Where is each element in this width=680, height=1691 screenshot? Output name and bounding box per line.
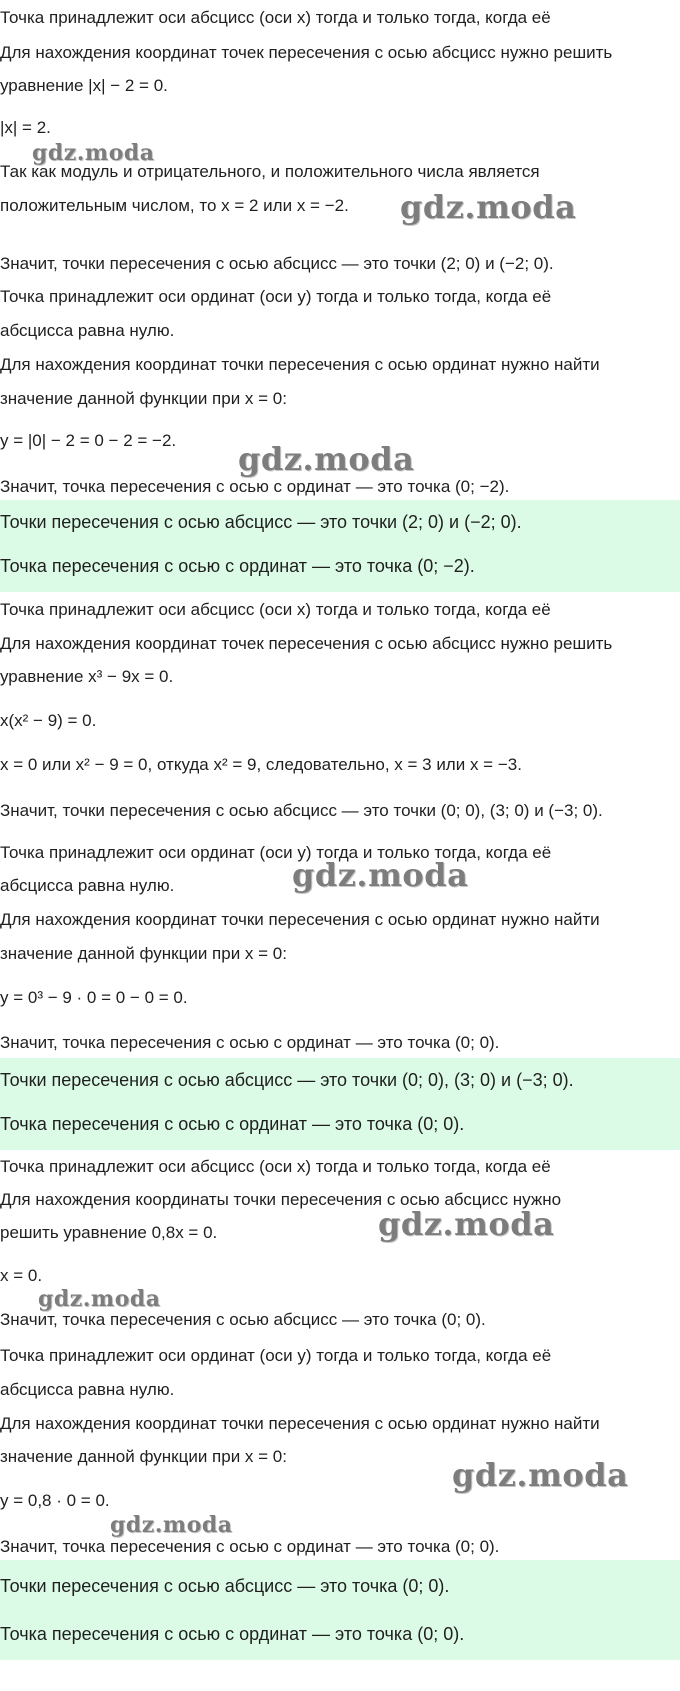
- text-line: Точка принадлежит оси ординат (оси y) тогда и только тогда, когда её: [0, 843, 552, 862]
- text-line: Точка принадлежит оси ординат (оси y) тогда и только тогда, когда её: [0, 287, 552, 306]
- text-line: абсцисса равна нулю.: [0, 1380, 175, 1399]
- conclusion-line: Значит, точка пересечения с осью с ординат — это точка (0; 0).: [0, 1033, 500, 1052]
- math-line: уравнение |x| − 2 = 0.: [0, 76, 168, 95]
- watermark-logo: gdz.moda: [452, 1456, 629, 1494]
- watermark-logo: gdz.moda: [292, 856, 469, 894]
- math-line: x = 0 или x² − 9 = 0, откуда x² = 9, следовательно, x = 3 или x = −3.: [0, 755, 522, 774]
- answer-line: Точки пересечения с осью абсцисс — это точка (0; 0).: [0, 1576, 450, 1596]
- watermark-logo: gdz.moda: [110, 1512, 233, 1538]
- math-line: значение данной функции при x = 0:: [0, 1447, 287, 1466]
- watermark-logo: gdz.moda: [238, 440, 415, 478]
- answer-block: [0, 500, 680, 592]
- math-line: уравнение x³ − 9x = 0.: [0, 667, 174, 686]
- math-line: x(x² − 9) = 0.: [0, 711, 97, 730]
- text-line: Для нахождения координат точек пересечения с осью абсцисс нужно решить: [0, 634, 613, 653]
- text-line: Точка принадлежит оси ординат (оси y) тогда и только тогда, когда её: [0, 1346, 552, 1365]
- answer-line: Точка пересечения с осью с ординат — это точка (0; 0).: [0, 1624, 465, 1644]
- math-line: значение данной функции при x = 0:: [0, 389, 287, 408]
- text-line: Для нахождения координаты точки пересечения с осью абсцисс нужно: [0, 1190, 562, 1209]
- text-line: Точка принадлежит оси абсцисс (оси x) тогда и только тогда, когда её: [0, 1157, 551, 1176]
- conclusion-line: Значит, точка пересечения с осью с ординат — это точка (0; −2).: [0, 477, 510, 496]
- answer-block: [0, 1058, 680, 1150]
- math-line: y = |0| − 2 = 0 − 2 = −2.: [0, 431, 177, 450]
- watermark-logo: gdz.moda: [38, 1286, 161, 1312]
- watermark-logo: gdz.moda: [378, 1205, 555, 1243]
- answer-block: [0, 1560, 680, 1660]
- answer-line: Точка пересечения с осью с ординат — это точка (0; 0).: [0, 1114, 465, 1134]
- text-line: Для нахождения координат точек пересечения с осью абсцисс нужно решить: [0, 43, 613, 62]
- math-line: y = 0,8 · 0 = 0.: [0, 1491, 110, 1510]
- answer-line: Точки пересечения с осью абсцисс — это точки (2; 0) и (−2; 0).: [0, 512, 522, 532]
- text-line: абсцисса равна нулю.: [0, 321, 175, 340]
- text-line: Точка принадлежит оси абсцисс (оси x) тогда и только тогда, когда её: [0, 8, 551, 27]
- text-line: Для нахождения координат точки пересечения с осью ординат нужно найти: [0, 355, 600, 374]
- answer-line: Точки пересечения с осью абсцисс — это точки (0; 0), (3; 0) и (−3; 0).: [0, 1070, 574, 1090]
- text-line: абсцисса равна нулю.: [0, 876, 175, 895]
- watermark-logo: gdz.moda: [400, 188, 577, 226]
- answer-line: Точка пересечения с осью с ординат — это точка (0; −2).: [0, 556, 475, 576]
- conclusion-line: Значит, точка пересечения с осью с ординат — это точка (0; 0).: [0, 1537, 500, 1556]
- text-line: Точка принадлежит оси абсцисс (оси x) тогда и только тогда, когда её: [0, 600, 551, 619]
- math-line: значение данной функции при x = 0:: [0, 944, 287, 963]
- text-line: Для нахождения координат точки пересечения с осью ординат нужно найти: [0, 910, 600, 929]
- math-line: y = 0³ − 9 · 0 = 0 − 0 = 0.: [0, 988, 188, 1007]
- conclusion-line: Значит, точка пересечения с осью абсцисс — это точка (0; 0).: [0, 1310, 486, 1329]
- math-line: x = 0.: [0, 1266, 43, 1285]
- math-line: |x| = 2.: [0, 118, 51, 137]
- conclusion-line: Значит, точки пересечения с осью абсцисс — это точки (0; 0), (3; 0) и (−3; 0).: [0, 801, 603, 820]
- math-line: положительным числом, то x = 2 или x = −2.: [0, 196, 349, 215]
- math-line: решить уравнение 0,8x = 0.: [0, 1223, 218, 1242]
- watermark-logo: gdz.moda: [32, 140, 155, 166]
- text-line: Для нахождения координат точки пересечения с осью ординат нужно найти: [0, 1414, 600, 1433]
- text-line: Так как модуль и отрицательного, и положительного числа является: [0, 162, 540, 181]
- conclusion-line: Значит, точки пересечения с осью абсцисс — это точки (2; 0) и (−2; 0).: [0, 254, 554, 273]
